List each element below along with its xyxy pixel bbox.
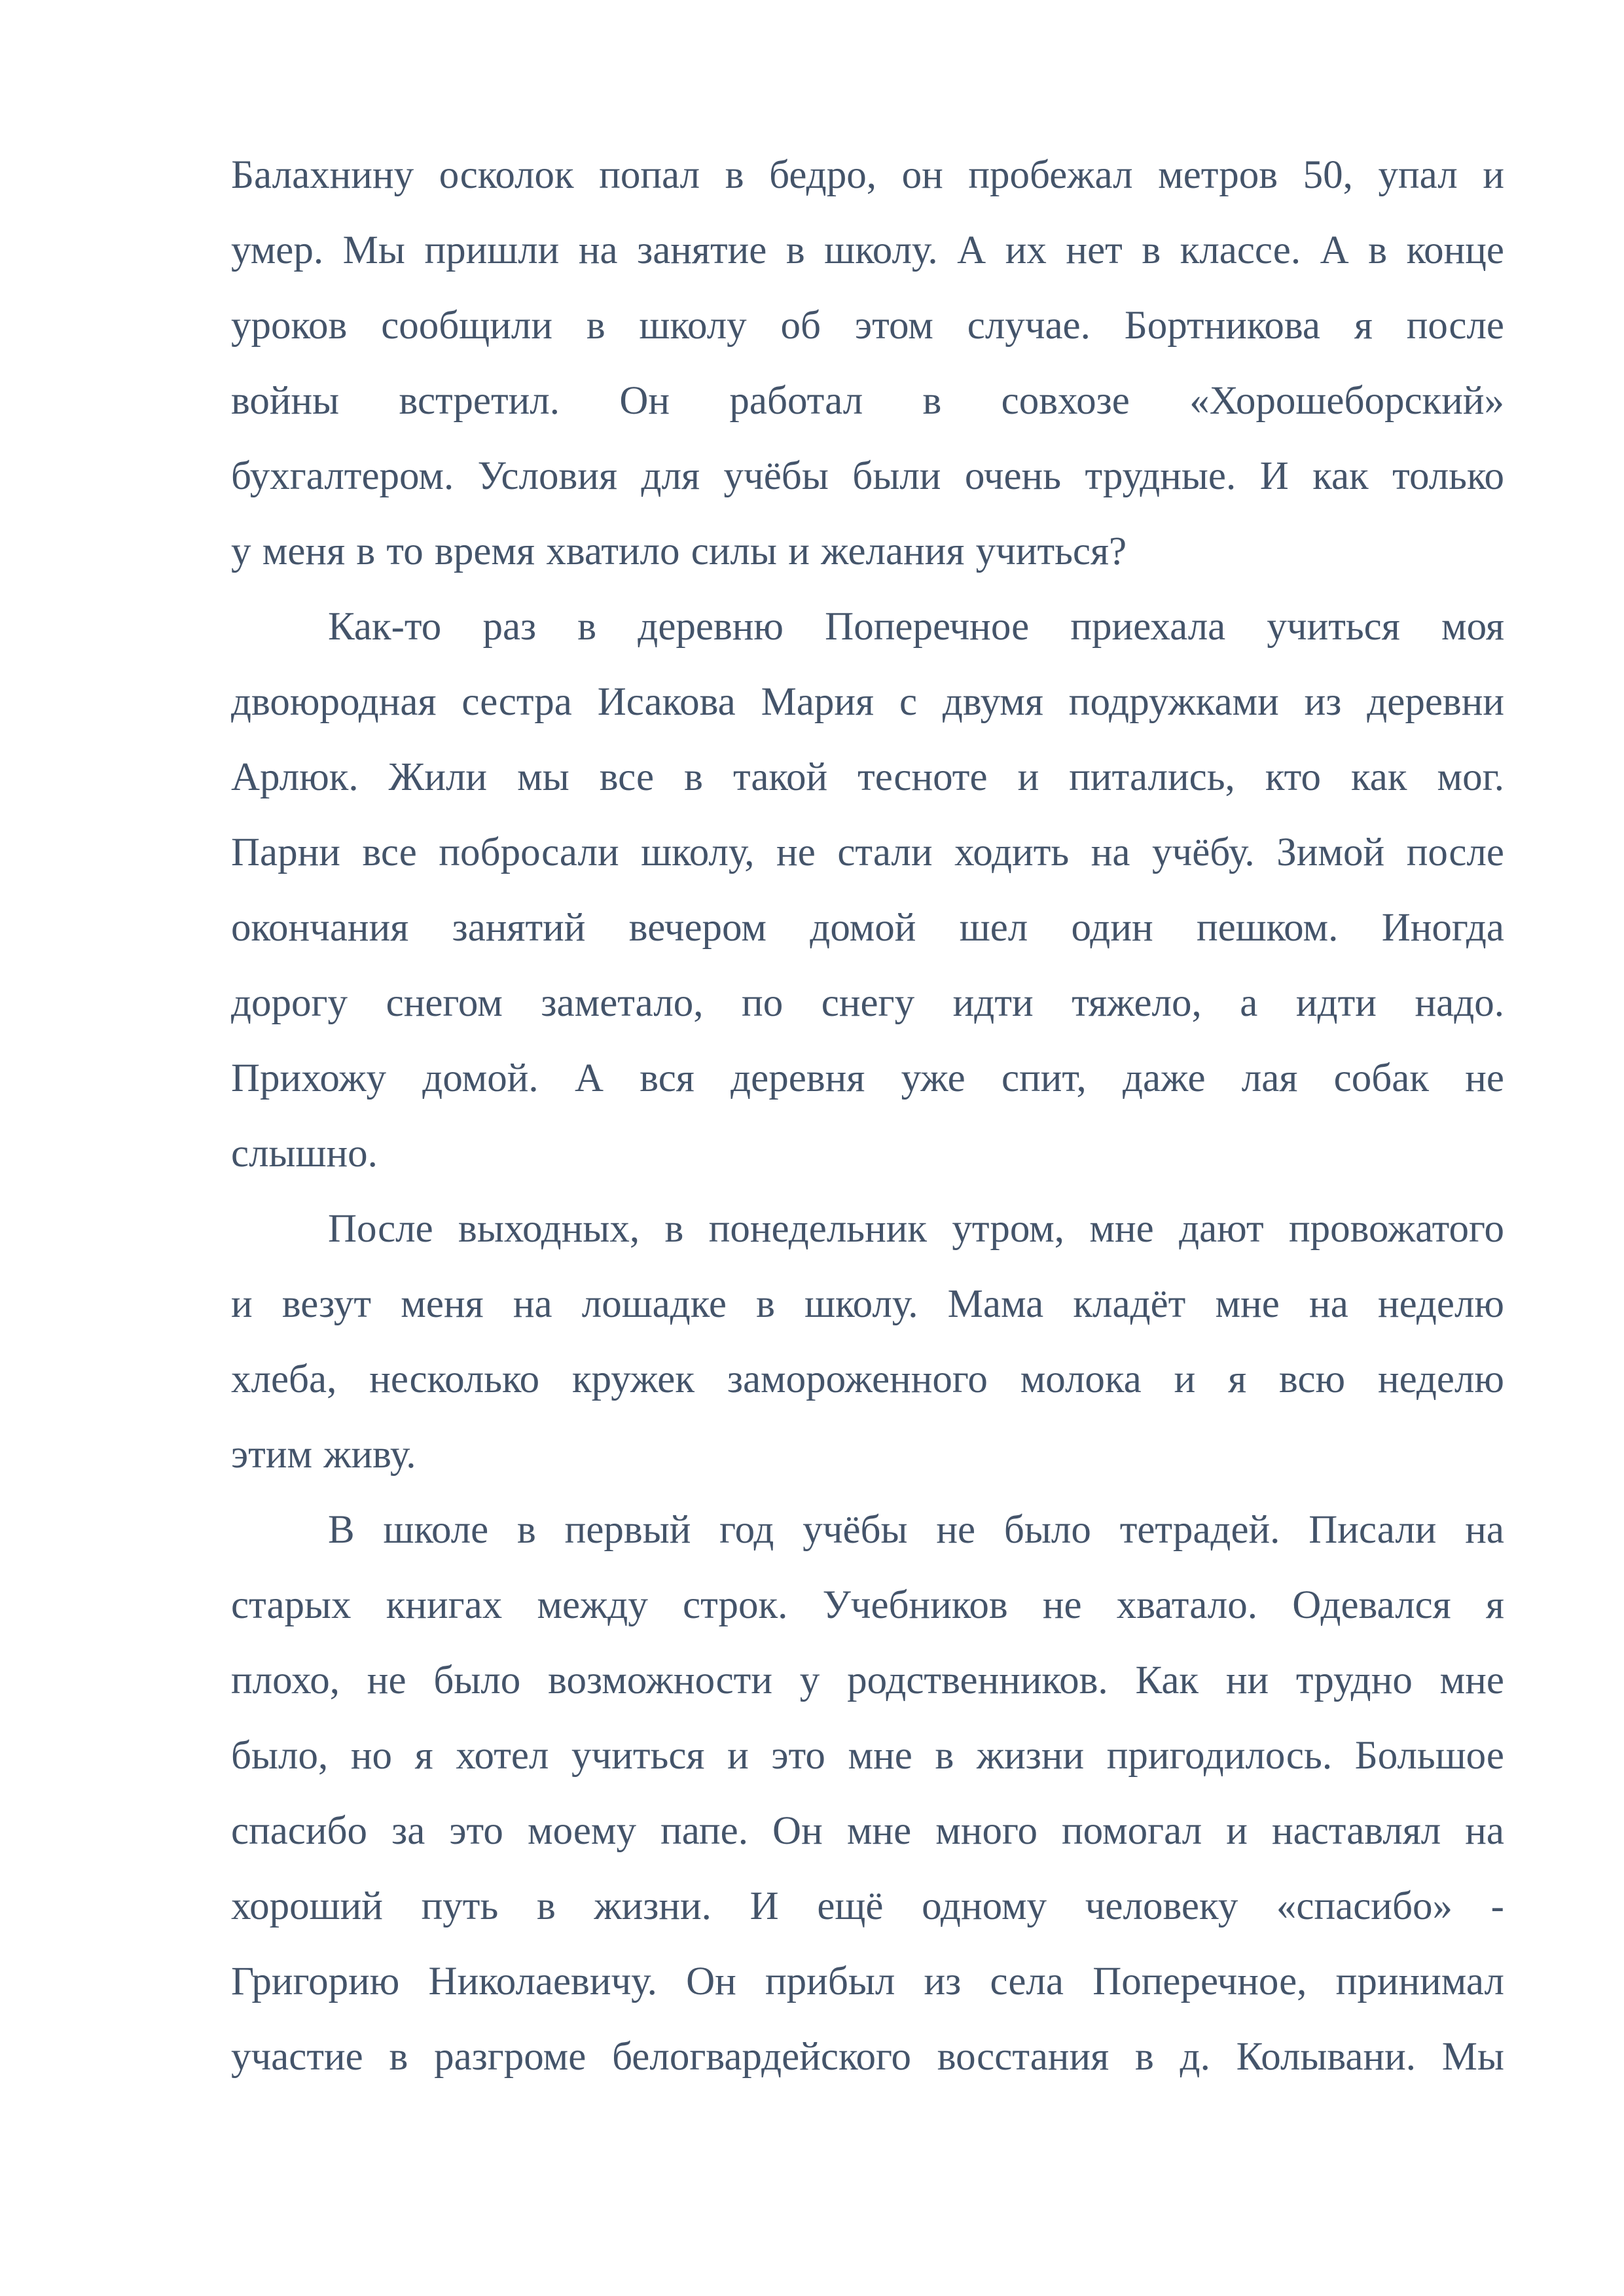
text-line: После выходных, в понедельник утром, мне дают провожатого (328, 1207, 1504, 1251)
text-line: Как-то раз в деревню Поперечное приехала учиться моя (328, 605, 1504, 649)
text-line: плохо, не было возможности у родственников. Как ни трудно мне (231, 1659, 1504, 1702)
text-line: и везут меня на лошадке в школу. Мама кладёт мне на неделю (231, 1282, 1504, 1326)
text-line: слышно. (231, 1132, 378, 1175)
document-text (231, 137, 1504, 2094)
text-line: старых книгах между строк. Учебников не хватало. Одевался я (231, 1583, 1504, 1627)
text-line: окончания занятий вечером домой шел один пешком. Иногда (231, 906, 1504, 950)
text-line: Балахнину осколок попал в бедро, он пробежал метров 50, упал и (231, 153, 1504, 197)
text-line: Прихожу домой. А вся деревня уже спит, даже лая собак не (231, 1056, 1504, 1100)
text-line: дорогу снегом заметало, по снегу идти тяжело, а идти надо. (231, 981, 1504, 1025)
text-line: двоюродная сестра Исакова Мария с двумя подружками из деревни (231, 680, 1504, 724)
text-line: у меня в то время хватило силы и желания учиться? (231, 529, 1127, 573)
text-line: войны встретил. Он работал в совхозе «Хорошеборский» (231, 379, 1504, 423)
text-line: Парни все побросали школу, не стали ходить на учёбу. Зимой после (231, 831, 1504, 874)
text-line: уроков сообщили в школу об этом случае. Бортникова я после (231, 304, 1504, 348)
text-line: спасибо за это моему папе. Он мне много помогал и наставлял на (231, 1809, 1504, 1853)
text-line: Арлюк. Жили мы все в такой тесноте и питались, кто как мог. (231, 755, 1504, 799)
text-line: бухгалтером. Условия для учёбы были очень трудные. И как только (231, 454, 1504, 498)
text-line: Григорию Николаевичу. Он прибыл из села Поперечное, принимал (231, 1960, 1504, 2003)
text-line: участие в разгроме белогвардейского восстания в д. Колывани. Мы (231, 2035, 1504, 2079)
text-line: В школе в первый год учёбы не было тетрадей. Писали на (328, 1508, 1504, 1552)
text-line: хлеба, несколько кружек замороженного молока и я всю неделю (231, 1357, 1504, 1401)
text-line: этим живу. (231, 1433, 416, 1477)
text-line: было, но я хотел учиться и это мне в жизни пригодилось. Большое (231, 1734, 1504, 1778)
text-line: умер. Мы пришли на занятие в школу. А их нет в классе. А в конце (231, 228, 1504, 272)
text-line: хороший путь в жизни. И ещё одному человеку «спасибо» - (231, 1884, 1504, 1928)
